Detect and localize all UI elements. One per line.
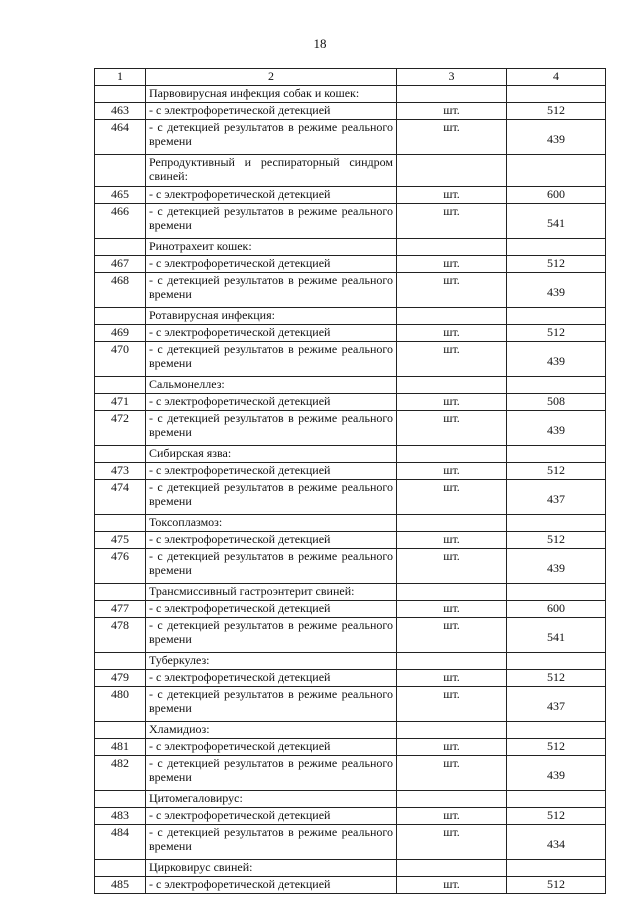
item-unit: шт. [397, 808, 507, 825]
header-cell-1: 1 [95, 69, 146, 86]
item-unit: шт. [397, 480, 507, 515]
section-row [95, 377, 606, 394]
row-number: 463 [95, 103, 146, 120]
section-label: Ринотрахеит кошек: [146, 239, 397, 256]
table-row [95, 601, 606, 618]
table-row [95, 549, 606, 584]
item-unit: шт. [397, 120, 507, 155]
item-description: - с электрофоретической детекцией [146, 877, 397, 894]
header-cell-3: 3 [397, 69, 507, 86]
item-value: 439 [507, 342, 606, 377]
section-label: Туберкулез: [146, 653, 397, 670]
section-row [95, 308, 606, 325]
unit-cell [397, 308, 507, 325]
value-cell [507, 86, 606, 103]
item-unit: шт. [397, 273, 507, 308]
item-description: - с детекцией результатов в режиме реального времени [146, 687, 397, 722]
item-description: - с электрофоретической детекцией [146, 187, 397, 204]
row-number: 474 [95, 480, 146, 515]
row-number: 478 [95, 618, 146, 653]
row-number: 468 [95, 273, 146, 308]
row-number: 476 [95, 549, 146, 584]
item-unit: шт. [397, 325, 507, 342]
item-unit: шт. [397, 618, 507, 653]
item-unit: шт. [397, 463, 507, 480]
row-number: 471 [95, 394, 146, 411]
table-row [95, 739, 606, 756]
item-unit: шт. [397, 877, 507, 894]
item-unit: шт. [397, 549, 507, 584]
item-unit: шт. [397, 532, 507, 549]
value-cell [507, 584, 606, 601]
row-number-cell [95, 584, 146, 601]
unit-cell [397, 653, 507, 670]
item-value: 512 [507, 739, 606, 756]
value-cell [507, 155, 606, 187]
row-number: 469 [95, 325, 146, 342]
section-row [95, 860, 606, 877]
row-number-cell [95, 239, 146, 256]
section-row [95, 446, 606, 463]
row-number: 482 [95, 756, 146, 791]
row-number: 465 [95, 187, 146, 204]
unit-cell [397, 515, 507, 532]
header-cell-2: 2 [146, 69, 397, 86]
item-value: 541 [507, 618, 606, 653]
value-cell [507, 722, 606, 739]
table-row [95, 394, 606, 411]
item-description: - с электрофоретической детекцией [146, 256, 397, 273]
unit-cell [397, 377, 507, 394]
table-header-row [95, 69, 606, 86]
table-row [95, 808, 606, 825]
table-row [95, 463, 606, 480]
item-unit: шт. [397, 204, 507, 239]
section-label: Ротавирусная инфекция: [146, 308, 397, 325]
row-number: 485 [95, 877, 146, 894]
item-value: 512 [507, 103, 606, 120]
section-label: Сальмонеллез: [146, 377, 397, 394]
value-cell [507, 653, 606, 670]
table-row [95, 480, 606, 515]
item-unit: шт. [397, 601, 507, 618]
item-unit: шт. [397, 670, 507, 687]
item-value: 439 [507, 549, 606, 584]
item-value: 437 [507, 480, 606, 515]
item-description: - с электрофоретической детекцией [146, 103, 397, 120]
row-number: 467 [95, 256, 146, 273]
item-value: 439 [507, 756, 606, 791]
item-description: - с электрофоретической детекцией [146, 808, 397, 825]
table-row [95, 825, 606, 860]
table-row [95, 256, 606, 273]
row-number: 477 [95, 601, 146, 618]
item-description: - с детекцией результатов в режиме реального времени [146, 549, 397, 584]
table-row [95, 756, 606, 791]
row-number-cell [95, 446, 146, 463]
table-row [95, 532, 606, 549]
unit-cell [397, 860, 507, 877]
row-number-cell [95, 155, 146, 187]
item-unit: шт. [397, 825, 507, 860]
section-label: Токсоплазмоз: [146, 515, 397, 532]
row-number-cell [95, 308, 146, 325]
value-cell [507, 446, 606, 463]
item-value: 439 [507, 411, 606, 446]
section-label: Трансмиссивный гастроэнтерит свиней: [146, 584, 397, 601]
section-row [95, 155, 606, 187]
item-value: 600 [507, 187, 606, 204]
row-number: 466 [95, 204, 146, 239]
table-row [95, 120, 606, 155]
table-row [95, 687, 606, 722]
item-description: - с электрофоретической детекцией [146, 670, 397, 687]
table-row [95, 103, 606, 120]
item-description: - с детекцией результатов в режиме реального времени [146, 618, 397, 653]
row-number: 475 [95, 532, 146, 549]
section-label: Хламидиоз: [146, 722, 397, 739]
unit-cell [397, 155, 507, 187]
item-description: - с электрофоретической детекцией [146, 601, 397, 618]
item-description: - с электрофоретической детекцией [146, 532, 397, 549]
item-unit: шт. [397, 739, 507, 756]
item-description: - с детекцией результатов в режиме реального времени [146, 825, 397, 860]
item-description: - с детекцией результатов в режиме реального времени [146, 756, 397, 791]
row-number-cell [95, 791, 146, 808]
row-number: 480 [95, 687, 146, 722]
header-cell-4: 4 [507, 69, 606, 86]
section-row [95, 515, 606, 532]
item-value: 512 [507, 532, 606, 549]
value-cell [507, 239, 606, 256]
item-unit: шт. [397, 687, 507, 722]
item-unit: шт. [397, 756, 507, 791]
table-row [95, 670, 606, 687]
unit-cell [397, 86, 507, 103]
item-description: - с детекцией результатов в режиме реального времени [146, 411, 397, 446]
item-value: 439 [507, 273, 606, 308]
row-number-cell [95, 722, 146, 739]
item-value: 508 [507, 394, 606, 411]
unit-cell [397, 791, 507, 808]
value-cell [507, 515, 606, 532]
row-number-cell [95, 86, 146, 103]
item-value: 512 [507, 877, 606, 894]
row-number: 483 [95, 808, 146, 825]
unit-cell [397, 722, 507, 739]
section-label: Сибирская язва: [146, 446, 397, 463]
section-row [95, 722, 606, 739]
row-number-cell [95, 377, 146, 394]
row-number: 473 [95, 463, 146, 480]
price-table [94, 68, 606, 894]
item-unit: шт. [397, 256, 507, 273]
section-label: Репродуктивный и респираторный синдром свиней: [146, 155, 397, 187]
item-value: 439 [507, 120, 606, 155]
item-unit: шт. [397, 342, 507, 377]
table-row [95, 411, 606, 446]
item-value: 512 [507, 256, 606, 273]
row-number-cell [95, 653, 146, 670]
unit-cell [397, 584, 507, 601]
item-description: - с электрофоретической детекцией [146, 394, 397, 411]
table-body [95, 69, 606, 894]
item-unit: шт. [397, 103, 507, 120]
section-row [95, 86, 606, 103]
table-row [95, 187, 606, 204]
value-cell [507, 308, 606, 325]
item-unit: шт. [397, 394, 507, 411]
row-number: 470 [95, 342, 146, 377]
section-row [95, 791, 606, 808]
section-row [95, 653, 606, 670]
item-value: 434 [507, 825, 606, 860]
item-description: - с детекцией результатов в режиме реального времени [146, 204, 397, 239]
item-value: 512 [507, 463, 606, 480]
item-description: - с детекцией результатов в режиме реального времени [146, 273, 397, 308]
item-value: 600 [507, 601, 606, 618]
row-number-cell [95, 860, 146, 877]
unit-cell [397, 239, 507, 256]
table-row [95, 204, 606, 239]
item-unit: шт. [397, 411, 507, 446]
item-unit: шт. [397, 187, 507, 204]
item-description: - с детекцией результатов в режиме реального времени [146, 342, 397, 377]
item-value: 512 [507, 808, 606, 825]
table-row [95, 273, 606, 308]
unit-cell [397, 446, 507, 463]
value-cell [507, 860, 606, 877]
table-row [95, 618, 606, 653]
item-description: - с электрофоретической детекцией [146, 739, 397, 756]
row-number: 479 [95, 670, 146, 687]
item-description: - с электрофоретической детекцией [146, 325, 397, 342]
row-number: 484 [95, 825, 146, 860]
item-value: 437 [507, 687, 606, 722]
item-value: 541 [507, 204, 606, 239]
section-label: Парвовирусная инфекция собак и кошек: [146, 86, 397, 103]
row-number: 481 [95, 739, 146, 756]
row-number: 472 [95, 411, 146, 446]
section-row [95, 584, 606, 601]
item-value: 512 [507, 670, 606, 687]
page-number: 18 [313, 36, 327, 51]
table-row [95, 342, 606, 377]
section-row [95, 239, 606, 256]
table-row [95, 325, 606, 342]
item-description: - с детекцией результатов в режиме реального времени [146, 120, 397, 155]
item-description: - с электрофоретической детекцией [146, 463, 397, 480]
row-number-cell [95, 515, 146, 532]
item-value: 512 [507, 325, 606, 342]
row-number: 464 [95, 120, 146, 155]
table-row [95, 877, 606, 894]
section-label: Цитомегаловирус: [146, 791, 397, 808]
item-description: - с детекцией результатов в режиме реального времени [146, 480, 397, 515]
value-cell [507, 791, 606, 808]
section-label: Цирковирус свиней: [146, 860, 397, 877]
value-cell [507, 377, 606, 394]
